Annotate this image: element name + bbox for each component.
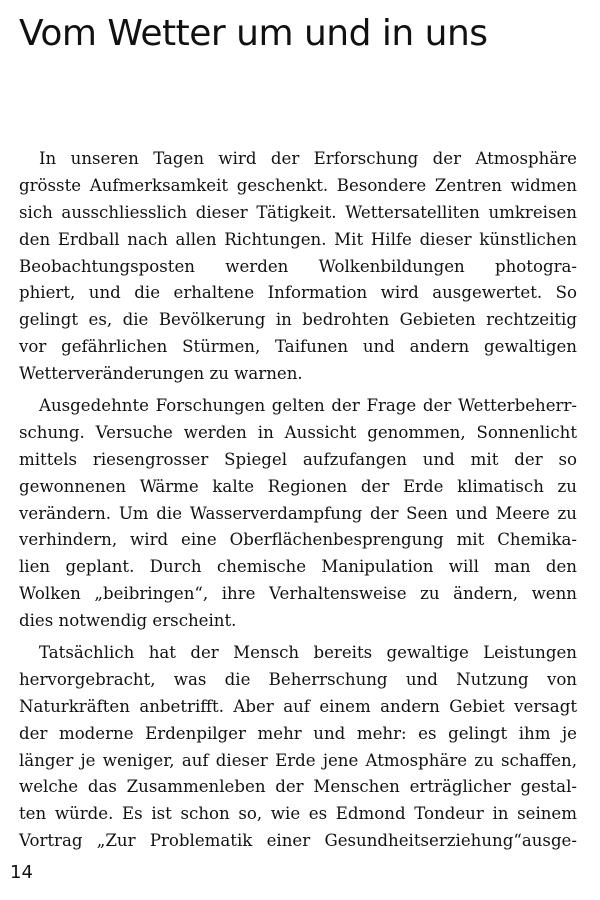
text-line: Vortrag „Zur Problematik einer Gesundheitserziehung“ausge- [19, 831, 577, 851]
text-line: gewonnenen Wärme kalte Regionen der Erde klimatisch zu [19, 476, 577, 496]
text-line: In unseren Tagen wird der Erforschung der Atmosphäre [39, 149, 577, 168]
text-line: schung. Versuche werden in Aussicht genommen, Sonnenlicht [19, 422, 577, 442]
text-line: der moderne Erdenpilger mehr und mehr: es gelingt ihm je [19, 723, 577, 743]
text-line: den Erdball nach allen Richtungen. Mit Hilfe dieser künstlichen [19, 229, 577, 249]
text-line: hervorgebracht, was die Beherrschung und Nutzung von [19, 669, 577, 689]
text-line: verändern. Um die Wasserverdampfung der Seen und Meere zu [19, 503, 577, 523]
text-line: Tatsächlich hat der Mensch bereits gewaltige Leistungen [39, 643, 577, 663]
text-line: grösste Aufmerksamkeit geschenkt. Besondere Zentren widmen [19, 175, 577, 195]
text-line: ten würde. Es ist schon so, wie es Edmond Tondeur in seinem [19, 804, 577, 824]
text-line: welche das Zusammenleben der Menschen erträglicher gestal- [19, 777, 577, 797]
text-line: verhindern, wird eine Oberflächenbesprengung mit Chemika- [19, 530, 577, 550]
paragraph-2 [19, 393, 577, 635]
page-title: Vom Wetter um und in uns [19, 13, 488, 54]
paragraph-3 [19, 640, 577, 855]
text-line: lien geplant. Durch chemische Manipulation will man den [19, 557, 577, 577]
text-line: länger je weniger, auf dieser Erde jene Atmosphäre zu schaffen, [19, 750, 577, 770]
text-line: Ausgedehnte Forschungen gelten der Frage der Wetterbeherr- [39, 396, 577, 416]
text-line: phiert, und die erhaltene Information wird ausgewertet. So [19, 283, 577, 303]
text-line: sich ausschliesslich dieser Tätigkeit. Wettersatelliten umkreisen [19, 202, 577, 222]
body-text [19, 146, 577, 860]
text-line: mittels riesengrosser Spiegel aufzufangen und mit der so [19, 449, 577, 469]
text-line: Wetterveränderungen zu warnen. [19, 364, 303, 384]
text-line: Beobachtungsposten werden Wolkenbildungen photogra- [19, 256, 577, 276]
page-number: 14 [10, 862, 33, 883]
paragraph-1 [19, 146, 577, 388]
text-line: dies notwendig erscheint. [19, 611, 237, 631]
text-line: Naturkräften anbetrifft. Aber auf einem andern Gebiet versagt [19, 696, 577, 716]
text-line: Wolken „beibringen“, ihre Verhaltensweise zu ändern, wenn [19, 584, 577, 604]
text-line: vor gefährlichen Stürmen, Taifunen und andern gewaltigen [19, 337, 577, 357]
text-line: gelingt es, die Bevölkerung in bedrohten Gebieten rechtzeitig [19, 310, 577, 330]
